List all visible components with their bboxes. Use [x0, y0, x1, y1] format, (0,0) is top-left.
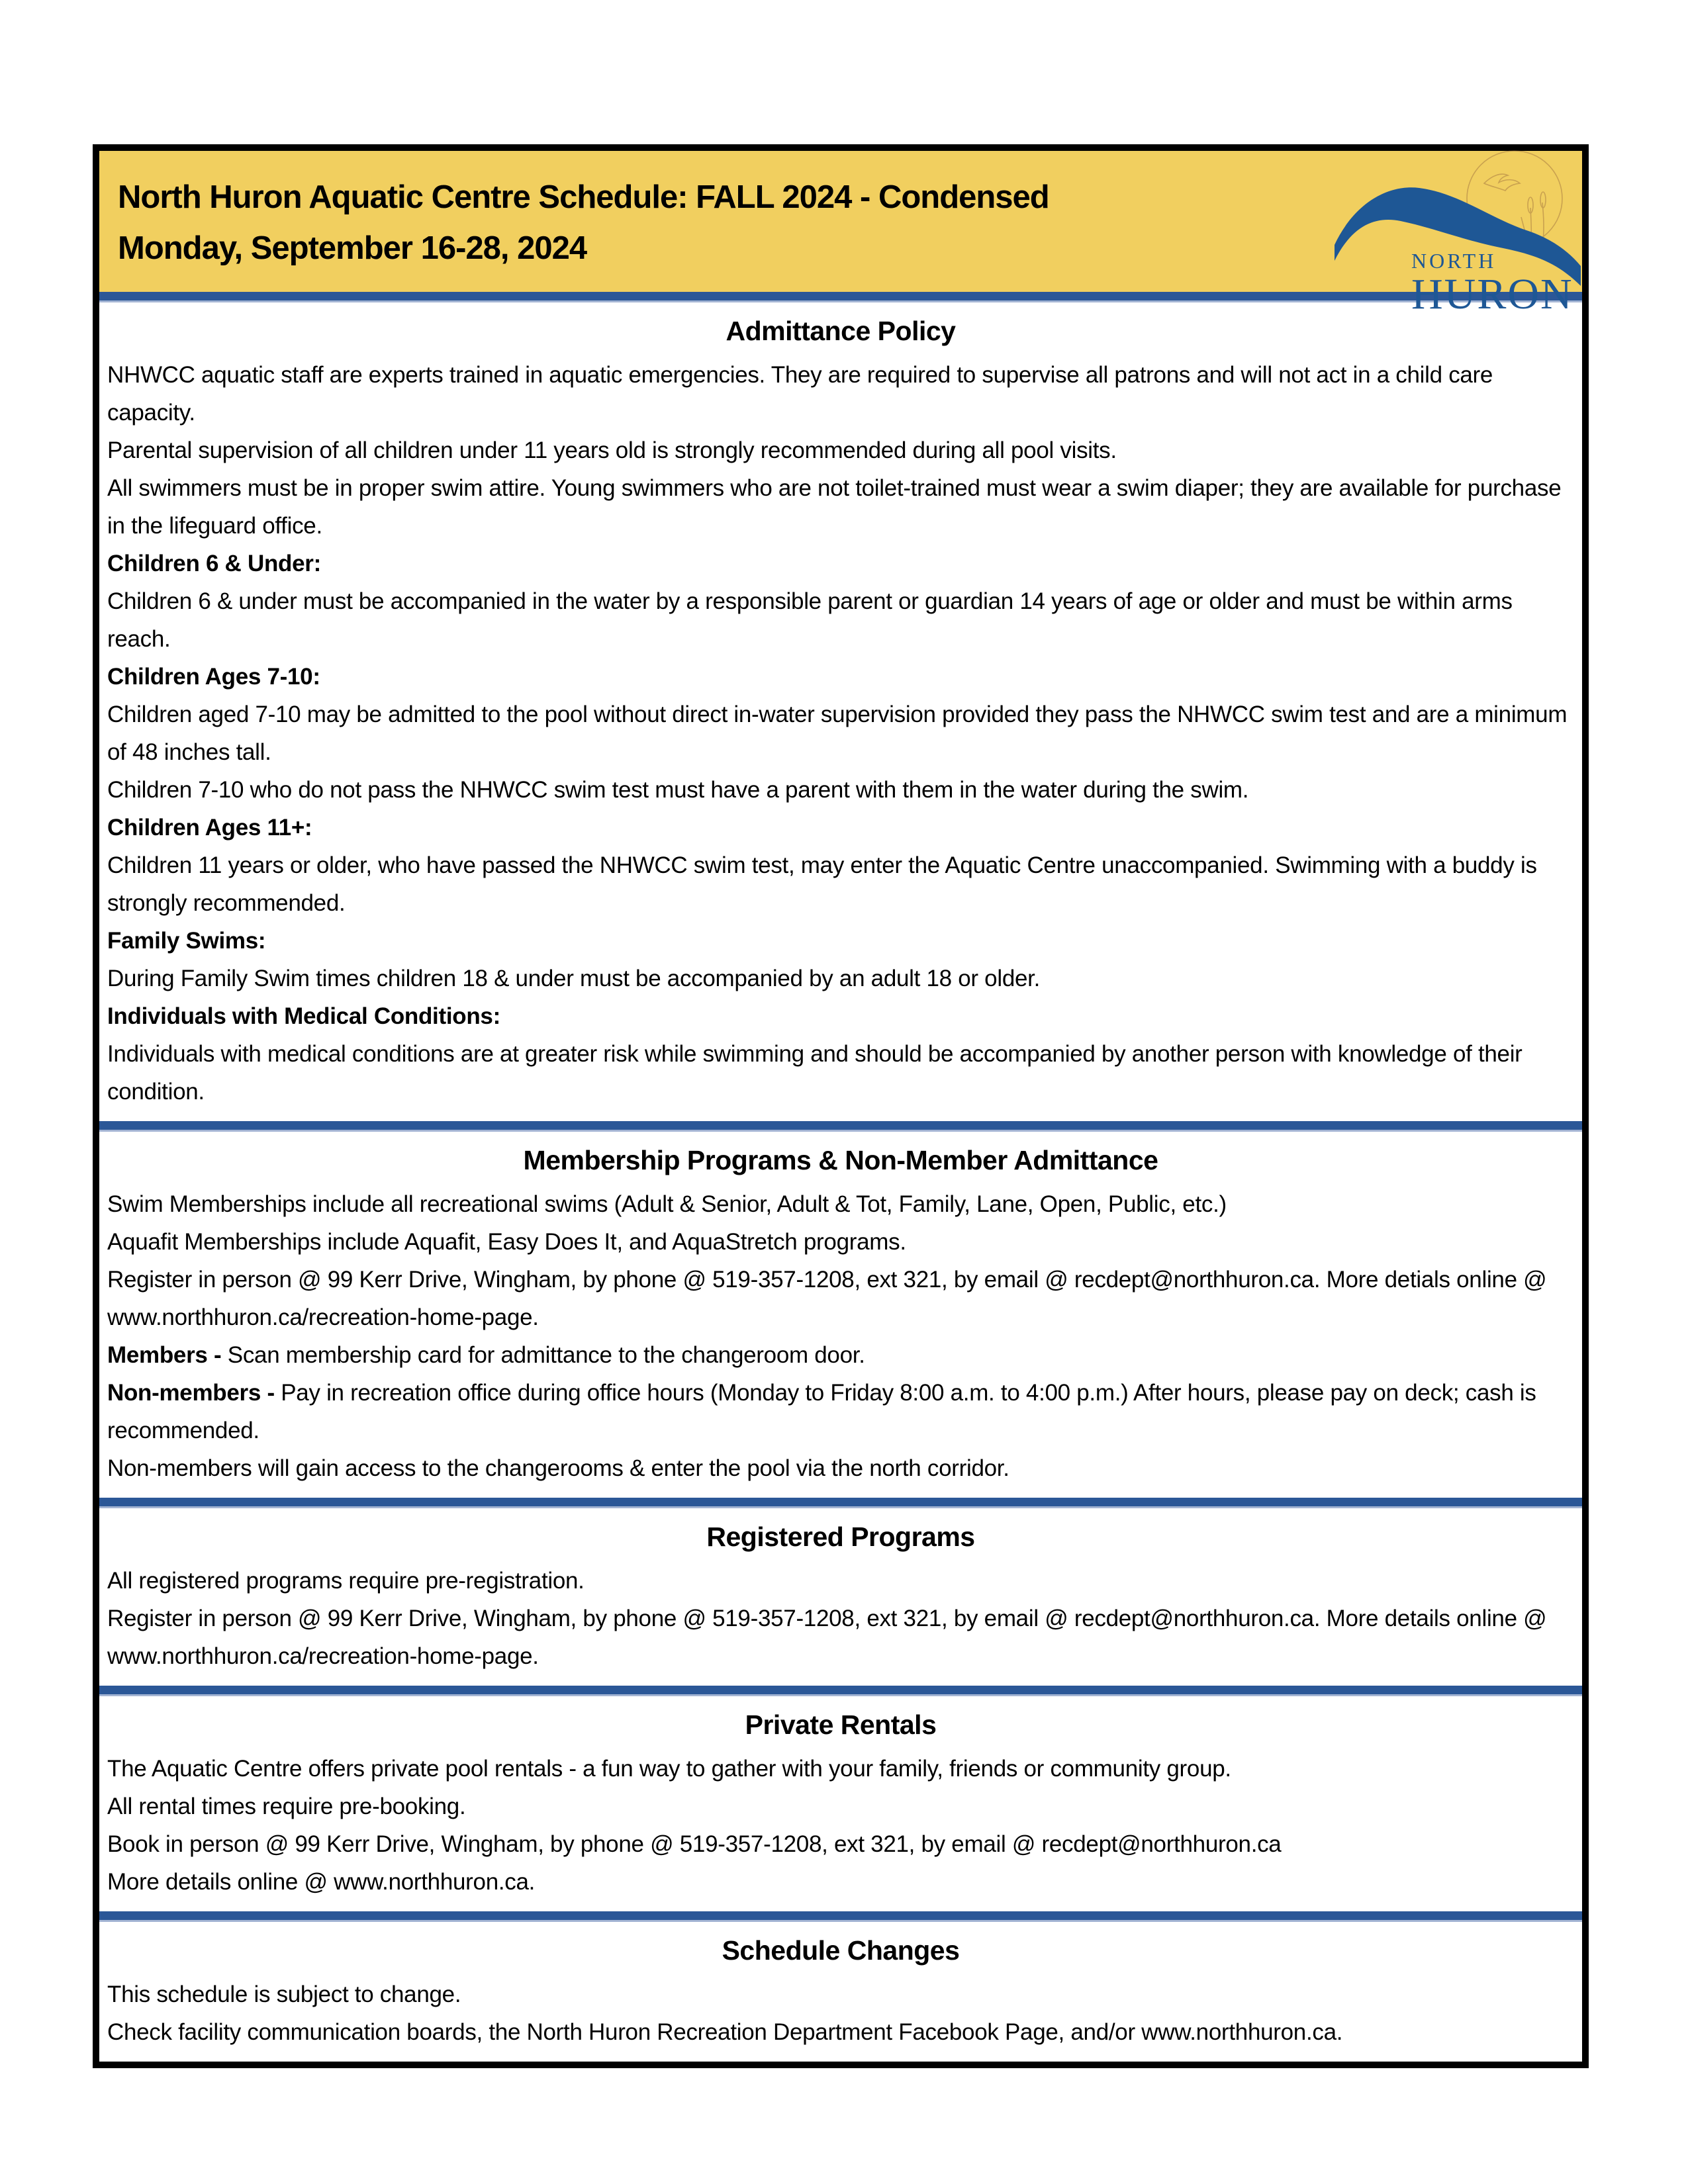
- paragraph: [107, 1374, 1574, 1449]
- section-divider: [99, 1911, 1582, 1922]
- paragraph: [107, 1825, 1574, 1863]
- document-title: North Huron Aquatic Centre Schedule: FALL 2024 - Condensed: [118, 179, 1049, 215]
- paragraph: [107, 846, 1574, 922]
- paragraph-text: Register in person @ 99 Kerr Drive, Wingham, by phone @ 519-357-1208, ext 321, by email @ recdept@northhuron.ca. More detials online @ www.northhuron.ca/recreation-home-page.: [107, 1267, 1547, 1330]
- paragraph-text: This schedule is subject to change.: [107, 1981, 461, 2007]
- paragraph-text: Check facility communication boards, the North Huron Recreation Department Facebook Page, and/or www.northhuron.ca.: [107, 2019, 1343, 2045]
- paragraph: [107, 960, 1574, 997]
- paragraph: [107, 1562, 1574, 1600]
- paragraph-text: Children 6 & under must be accompanied in the water by a responsible parent or guardian 14 years of age or older and must be within arms reach.: [107, 588, 1513, 652]
- bird-icon: [1484, 174, 1520, 191]
- section-membership-programs-non-member-admittance: [99, 1132, 1582, 1498]
- paragraph: [107, 809, 1574, 846]
- paragraph-text: The Aquatic Centre offers private pool rentals - a fun way to gather with your family, friends or community group.: [107, 1756, 1231, 1782]
- paragraph-text: More details online @ www.northhuron.ca.: [107, 1869, 536, 1895]
- paragraph-text: Scan membership card for admittance to the changeroom door.: [221, 1342, 865, 1368]
- section-divider: [99, 1121, 1582, 1132]
- paragraph-lead: Children Ages 7-10:: [107, 664, 320, 690]
- section-registered-programs: [99, 1508, 1582, 1686]
- logo-wordmark: [1411, 250, 1573, 316]
- paragraph: [107, 1185, 1574, 1223]
- paragraph-text: All rental times require pre-booking.: [107, 1794, 466, 1819]
- section-divider: [99, 1498, 1582, 1508]
- document-subtitle: Monday, September 16-28, 2024: [118, 230, 587, 266]
- paragraph: [107, 356, 1574, 432]
- paragraph: [107, 469, 1574, 545]
- paragraph-text: During Family Swim times children 18 & under must be accompanied by an adult 18 or older.: [107, 966, 1041, 991]
- paragraph-text: Register in person @ 99 Kerr Drive, Wingham, by phone @ 519-357-1208, ext 321, by email @ recdept@northhuron.ca. More details online @ www.northhuron.ca/recreation-home-page.: [107, 1606, 1547, 1669]
- paragraph-text: Swim Memberships include all recreational swims (Adult & Senior, Adult & Tot, Family, Lane, Open, Public, etc.): [107, 1191, 1227, 1217]
- paragraph: [107, 1750, 1574, 1788]
- paragraph-lead: Members -: [107, 1342, 222, 1368]
- paragraph: [107, 432, 1574, 469]
- paragraph-lead: Children 6 & Under:: [107, 551, 321, 576]
- paragraph: [107, 658, 1574, 696]
- paragraph: [107, 1223, 1574, 1261]
- paragraph-lead: Non-members -: [107, 1380, 275, 1406]
- paragraph: [107, 1449, 1574, 1487]
- section-title: Admittance Policy: [726, 316, 956, 346]
- paragraph: [107, 2013, 1574, 2051]
- section-private-rentals: [99, 1696, 1582, 1911]
- paragraph: [107, 1336, 1574, 1374]
- schedule-document: [93, 144, 1589, 2068]
- section-title: Registered Programs: [706, 1522, 975, 1552]
- paragraph: [107, 1788, 1574, 1825]
- logo-text-huron: HURON: [1411, 270, 1573, 318]
- section-divider: [99, 292, 1582, 302]
- section-admittance-policy: [99, 302, 1582, 1121]
- paragraph-text: Book in person @ 99 Kerr Drive, Wingham, by phone @ 519-357-1208, ext 321, by email @ recdept@northhuron.ca: [107, 1831, 1282, 1857]
- section-divider: [99, 1686, 1582, 1696]
- paragraph-lead: Individuals with Medical Conditions:: [107, 1003, 500, 1029]
- paragraph: [107, 771, 1574, 809]
- paragraph: [107, 1035, 1574, 1111]
- north-huron-logo: [1335, 154, 1581, 318]
- sections-container: [99, 292, 1582, 2062]
- paragraph-text: Individuals with medical conditions are at greater risk while swimming and should be accompanied by another person with knowledge of their condition.: [107, 1041, 1523, 1105]
- paragraph: [107, 922, 1574, 960]
- paragraph: [107, 1261, 1574, 1336]
- paragraph: [107, 1976, 1574, 2013]
- section-schedule-changes: [99, 1922, 1582, 2062]
- paragraph-text: Non-members will gain access to the changerooms & enter the pool via the north corridor.: [107, 1455, 1009, 1481]
- paragraph-text: Children 7-10 who do not pass the NHWCC swim test must have a parent with them in the water during the swim.: [107, 777, 1249, 803]
- paragraph-text: All swimmers must be in proper swim attire. Young swimmers who are not toilet-trained must wear a swim diaper; they are available for purchase in the lifeguard office.: [107, 475, 1562, 539]
- paragraph: [107, 582, 1574, 658]
- paragraph: [107, 997, 1574, 1035]
- paragraph-lead: Children Ages 11+:: [107, 815, 312, 841]
- section-title: Schedule Changes: [722, 1935, 960, 1966]
- paragraph-text: All registered programs require pre-registration.: [107, 1568, 585, 1594]
- paragraph-text: Aquafit Memberships include Aquafit, Easy Does It, and AquaStretch programs.: [107, 1229, 906, 1255]
- document-header: [99, 151, 1582, 318]
- paragraph-text: Pay in recreation office during office hours (Monday to Friday 8:00 a.m. to 4:00 p.m.) After hours, please pay on deck; cash is recommended.: [107, 1380, 1536, 1443]
- paragraph: [107, 545, 1574, 582]
- paragraph: [107, 1600, 1574, 1675]
- paragraph: [107, 696, 1574, 771]
- section-title: Private Rentals: [745, 1709, 937, 1740]
- paragraph-text: Parental supervision of all children under 11 years old is strongly recommended during all pool visits.: [107, 437, 1117, 463]
- paragraph-lead: Family Swims:: [107, 928, 266, 954]
- logo-text-north: NORTH: [1411, 249, 1497, 273]
- paragraph-text: Children 11 years or older, who have passed the NHWCC swim test, may enter the Aquatic Centre unaccompanied. Swimming with a buddy is strongly recommended.: [107, 852, 1537, 916]
- paragraph: [107, 1863, 1574, 1901]
- paragraph-text: NHWCC aquatic staff are experts trained in aquatic emergencies. They are required to supervise all patrons and will not act in a child care capacity.: [107, 362, 1493, 426]
- section-title: Membership Programs & Non-Member Admittance: [523, 1145, 1158, 1175]
- paragraph-text: Children aged 7-10 may be admitted to the pool without direct in-water supervision provided they pass the NHWCC swim test and are a minimum of 48 inches tall.: [107, 702, 1568, 765]
